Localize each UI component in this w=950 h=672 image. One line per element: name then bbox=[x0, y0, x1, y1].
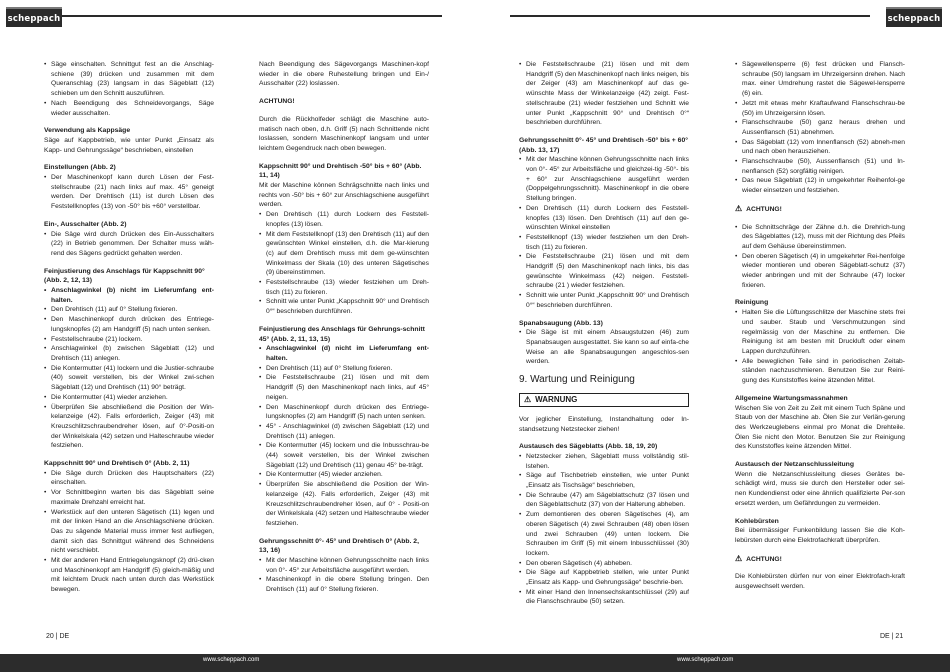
list-item: • Alle beweglichen Teile sind in periodischen Zeitab-ständen nachzuschmieren. Benutzen Sie zur Reini-gung des Kunststoffes keine ätzenden Mittel. bbox=[735, 357, 905, 386]
list-item: • Werkstück auf den unteren Sägetisch (11) legen und mit der linken Hand an die Anschlagschiene drücken. Das zu sägende Material muss immer fest aufliegen, damit sich das Schnittgut während des Schneidens nicht verschiebt. bbox=[44, 508, 214, 557]
list bbox=[519, 60, 689, 128]
list-item: • Mit der Maschine können Gehrungsschnitte nach links von 0°- 45° zur Arbeitsfläche und gleichzei-tig -50°- bis + 60° zur Anschlagschiene ausgeführt werden (Doppelgehrungsschnitt). Maschinenkopf in die obere Stellung bringen. bbox=[519, 155, 689, 204]
page-number-left: 20 | DE bbox=[46, 633, 70, 640]
heading-saegeblatt-austausch: Austausch des Sägeblatts (Abb. 18, 19, 20) bbox=[519, 443, 658, 451]
footer-url-left: www.scheppach.com bbox=[203, 657, 260, 663]
list-item: • Die Säge auf Kappbetrieb stellen, wie unter Punkt „Einsatz als Kapp- und Gehrungssäge“ beschrie-ben. bbox=[519, 568, 689, 587]
warning-triangle-icon: ⚠ bbox=[735, 553, 743, 563]
list bbox=[519, 328, 689, 367]
list-item: • Maschinenkopf in die obere Stellung bringen. Den Drehtisch (11) auf 0° Stellung fixieren. bbox=[259, 575, 429, 594]
list-item: • Säge einschalten. Schnittgut fest an die Anschlag-schiene (39) drücken und zusammen mit dem Queranschlag (23) langsam in das Sägeblatt (12) schieben um den Schnitt auszuführen. bbox=[44, 60, 214, 99]
achtung-label: ACHTUNG! bbox=[259, 98, 295, 106]
list-item: • Vor Schnittbeginn warten bis das Sägeblatt seine maximale Drehzahl erreicht hat. bbox=[44, 488, 214, 507]
warning-box bbox=[519, 393, 689, 407]
heading-ein-ausschalter: Ein-, Ausschalter (Abb. 2) bbox=[44, 220, 127, 228]
list-item: • Die Säge wird durch Drücken des Ein-Ausschalters (22) in Betrieb genommen. Der Schalter muss wäh-rend des Sägens gedrückt gehalten werden. bbox=[44, 230, 214, 259]
list-item: • Überprüfen Sie abschließend die Position der Win-kelanzeige (42). Falls erforderlich, Zeiger (43) mit Kreuzschlitzschraubendreher lösen, auf 0° - Positi-on der Winkelskala (42) setzen und Halteschraube wieder festziehen. bbox=[259, 480, 429, 529]
heading-wartung: Allgemeine Wartungsmassnahmen bbox=[735, 394, 848, 402]
heading-doppelgehrung: Gehrungsschnitt 0°- 45° und Drehtisch -50° bis + 60° (Abb. 13, 17) bbox=[519, 136, 688, 154]
list bbox=[259, 210, 429, 317]
header-rule-left bbox=[32, 15, 442, 17]
list-item: • Anschlagwinkel (b) zwischen Sägeblatt (12) und Drehtisch (11) anlegen. bbox=[44, 344, 214, 363]
heading-reinigung: Reinigung bbox=[735, 299, 769, 307]
list-item: • Die Kontermutter (45) wieder anziehen. bbox=[259, 470, 429, 480]
list-item: • Den Drehtisch (11) durch Lockern des Feststell-knopfes (13) lösen. Den Drehtisch (11) auf den ge-wünschten Winkel einstellen bbox=[519, 204, 689, 233]
list-item: • Die Kontermutter (45) lockern und die Inbusschrau-be (44) soweit verstellen, bis der Winkel zwischen Sägeblatt (12) und Drehtisch (11) genau 45° be-trägt. bbox=[259, 441, 429, 470]
list-item: • Die Schnittschräge der Zähne d.h. die Drehrich-tung des Sägeblattes (12), muss mit der Richtung des Pfeils auf dem Gehäuse übereinstimmen. bbox=[735, 223, 905, 252]
heading-kappschnitt-90-0: Kappschnitt 90° und Drehtisch 0° (Abb. 2, 11) bbox=[44, 460, 190, 468]
heading-feinjustierung-90: Feinjustierung des Anschlags für Kappschnitt 90° (Abb. 2, 12, 13) bbox=[44, 267, 205, 285]
paragraph: Wischen Sie von Zeit zu Zeit mit einem Tuch Späne und Staub von der Maschine ab. Ölen Sie zur Verlän-gerung des Werkzeuglebens einmal pro Monat die Drehteile. Ölen Sie nicht den Motor. Benutzen Sie zur Reinigung des Kunststoffes keine ätzenden Mittel. bbox=[735, 404, 905, 451]
list-item: • Die Schraube (47) am Sägeblattschutz (37 lösen und den Sägeblattschutz (37) von der Halterung abheben. bbox=[519, 491, 689, 510]
heading-spanabsaugung: Spanabsaugung (Abb. 13) bbox=[519, 319, 603, 327]
list-item: • Den oberen Sägetisch (4) in umgekehrter Rei-henfolge wieder montieren und oberen Sägeblatt-schutz (37) wieder anbringen und mit der Schraube (47) locker fixieren. bbox=[735, 252, 905, 291]
warning-label: WARNUNG bbox=[535, 394, 578, 404]
list-item: • Anschlagwinkel (b) nicht im Lieferumfang ent-halten. bbox=[44, 286, 214, 305]
list-item: • Halten Sie die Lüftungsschlitze der Maschine stets frei und sauber. Staub und Verschmutzungen sind regelmässig von der Maschine zu entfernen. Die Reinigung ist am besten mit Druckluft oder einem Lappen durchzuführen. bbox=[735, 308, 905, 357]
paragraph: Nach Beendigung des Sägevorgangs Maschinen-kopf wieder in die obere Ruhestellung bringen und Ein-/ Ausschalter (22) loslassen. bbox=[259, 61, 429, 88]
list bbox=[44, 469, 214, 595]
heading-drehtisch-50-60: Kappschnitt 90° und Drehtisch -50° bis + 60° (Abb. 11, 14) bbox=[259, 162, 422, 180]
list-item: • Die Feststellschraube (21) lösen und mit dem Handgriff (5) den Maschinenkopf nach links, bis das gewünschte Winkelmass (42) neigen. Feststell-schraube (21 ) wieder festziehen. bbox=[519, 252, 689, 291]
list-item: • Mit der anderen Hand Entriegelungsknopf (2) drü-cken und Maschinenkopf am Handgriff (5) gleich-mäßig und mit leichtem Druck nach unten durch das Werkstück bewegen. bbox=[44, 556, 214, 595]
list-item: • Zum demontieren des oberen Sägetisches (4), am oberen Sägetisch (4) zwei Schrauben (48) oben lösen und zwei Schrauben (49) unten lockern. Die Schrauben im Griff (5) mit einem Inbusschlüssel (30) lockern. bbox=[519, 510, 689, 559]
scheppach-logo-right: scheppach bbox=[886, 7, 942, 27]
achtung-text: ACHTUNG! bbox=[746, 205, 782, 213]
header-rule-right bbox=[510, 15, 870, 17]
list-item: • Mit der Maschine können Gehrungsschnitte nach links von 0°- 45° zur Arbeitsfläche ausgeführt werden. bbox=[259, 556, 429, 575]
column-4 bbox=[735, 60, 905, 600]
list bbox=[44, 173, 214, 212]
warning-triangle-icon: ⚠ bbox=[524, 394, 532, 404]
section-title: 9. Wartung und Reinigung bbox=[519, 374, 635, 386]
list bbox=[735, 60, 905, 196]
paragraph: Bei übermässiger Funkenbildung lassen Sie die Koh-lebürsten durch eine Elektrofachkraft überprüfen. bbox=[735, 527, 905, 544]
list-item: • Der Maschinenkopf kann durch Lösen der Fest-stellschraube (21) nach links auf max. 45° geneigt werden. Der Drehtisch (11) ist durch Lösen des Feststellknopfes (13) von -50° bis +60° verstellbar. bbox=[44, 173, 214, 212]
list-item: • Anschlagwinkel (d) nicht im Lieferumfang ent-halten. bbox=[259, 344, 429, 363]
paragraph: Säge auf Kappbetrieb, wie unter Punkt „Einsatz als Kapp- und Gehrungssäge“ beschrieben, einstellen bbox=[44, 136, 214, 154]
page-number-right: DE | 21 bbox=[880, 633, 904, 640]
heading-gehrungsschnitt-0-45: Gehrungsschnitt 0°- 45° und Drehtisch 0° (Abb. 2, 13, 16) bbox=[259, 537, 419, 555]
list bbox=[44, 286, 214, 451]
list bbox=[44, 60, 214, 118]
list-item: • Die Kontermutter (41) wieder anziehen. bbox=[44, 393, 214, 403]
list bbox=[44, 230, 214, 259]
list-item: • Das neue Sägeblatt (12) in umgekehrter Reihenfol-ge wieder einsetzen und festziehen. bbox=[735, 176, 905, 195]
list-item: • Die Feststellschraube (21) lösen und mit dem Handgriff (5) den Maschinenkopf nach links neigen, bis der Zeiger (43) am Maschinenkopf auf das ge-wünschte Mass der Winkelanzeige (42) zeigt. Fest-stellschraube (21) wieder festziehen und Schnitt wie unter Punkt „Kappschnitt 90° und Drehtisch 0°“ beschrieben durchführen. bbox=[519, 60, 689, 128]
list-item: • Überprüfen Sie abschließend die Position der Win-kelanzeige (42). Falls erforderlich, Zeiger (43) mit Kreuzschlitzschraubendreher lösen, auf 0°-Positi-on der Winkelskala (42) setzen und Halteschraube wieder festziehen. bbox=[44, 403, 214, 452]
list-item: • Die Säge ist mit einem Absaugstutzen (46) zum Spanabsaugen ausgestattet. Sie kann so auf einfa-che Weise an alle Spanabsaugungen angeschlos-sen werden. bbox=[519, 328, 689, 367]
list-item: • Die Kontermutter (41) lockern und die Justier-schraube (40) soweit verstellen, bis der Winkel zwi-schen Sägeblatt (12) und Drehtisch (11) 90° beträgt. bbox=[44, 364, 214, 393]
scheppach-logo-left: scheppach bbox=[6, 7, 62, 27]
achtung-label bbox=[735, 554, 905, 565]
list-item: • Mit einer Hand den Innensechskantschlüssel (29) auf die Flanschschraube (50) setzen. bbox=[519, 588, 689, 607]
list-item: • Feststellschraube (21) lockern. bbox=[44, 335, 214, 345]
heading-einstellungen: Einstellungen (Abb. 2) bbox=[44, 164, 116, 172]
list bbox=[735, 223, 905, 291]
heading-netzanschluss: Austausch der Netzanschlussleitung bbox=[735, 461, 854, 469]
heading-feinjustierung-45: Feinjustierung des Anschlags für Gehrungs-schnitt 45° (Abb. 2, 11, 13, 15) bbox=[259, 325, 425, 343]
list bbox=[259, 344, 429, 528]
paragraph: Wenn die Netzanschlussleitung dieses Gerätes be-schädigt wird, muss sie durch den Hersteller oder sei-nen Kundendienst oder eine ähnlich qualifizierte Per-son ersetzt werden, um Gefährdungen zu vermeiden. bbox=[735, 470, 905, 507]
achtung-label bbox=[735, 204, 905, 215]
list-item: • Schnitt wie unter Punkt „Kappschnitt 90° und Drehtisch 0°“ beschrieben durchführen. bbox=[259, 297, 429, 316]
list-item: • Feststellschraube (13) wieder festziehen um Dreh-tisch (11) zu fixieren. bbox=[259, 278, 429, 297]
list-item: • Den Maschinenkopf durch drücken des Entriege-lungsknopfes (2) am Handgriff (5) nach unten senken. bbox=[259, 403, 429, 422]
list-item: • Schnitt wie unter Punkt „Kappschnitt 90° und Drehtisch 0°“ beschrieben durchführen. bbox=[519, 291, 689, 310]
paragraph: Die Kohlebürsten dürfen nur von einer Elektrofach-kraft ausgewechselt werden. bbox=[735, 573, 905, 591]
column-1 bbox=[44, 60, 214, 603]
list-item: • Sägewellensperre (6) fest drücken und Flansch-schraube (50) langsam im Uhrzeigersinn drehen. Nach max. einer Umdrehung rastet die Sägewel-lensperre (6) ein. bbox=[735, 60, 905, 99]
achtung-text: ACHTUNG! bbox=[746, 555, 782, 563]
paragraph: Vor jeglicher Einstellung, Instandhaltung oder In-standsetzung Netzstecker ziehen! bbox=[519, 415, 689, 433]
warning-triangle-icon: ⚠ bbox=[735, 203, 743, 213]
list-item: • Die Säge durch Drücken des Hauptschalters (22) einschalten. bbox=[44, 469, 214, 488]
list-item: • Den Drehtisch (11) auf 0° Stellung fixieren. bbox=[44, 305, 214, 315]
header-bar bbox=[0, 4, 950, 28]
list-item: • Den Drehtisch (11) durch Lockern des Feststell-knopfes (13) lösen. bbox=[259, 210, 429, 229]
list-item: • Jetzt mit etwas mehr Kraftaufwand Flanschschrau-be (50) im Uhrzeigersinn lösen. bbox=[735, 99, 905, 118]
list-item: • Netzstecker ziehen, Sägeblatt muss vollständig stil-lstehen. bbox=[519, 452, 689, 471]
list bbox=[519, 452, 689, 607]
paragraph: Durch die Rückholfeder schlägt die Maschine auto-matisch nach oben, d.h. Griff (5) nach Schnittende nicht loslassen, sondern Maschinenkopf langsam und unter leichtem Gegendruck nach oben bewegen. bbox=[259, 115, 429, 152]
list bbox=[519, 155, 689, 310]
list-item: • Den Drehtisch (11) auf 0° Stellung fixieren. bbox=[259, 364, 429, 374]
column-2 bbox=[259, 60, 429, 603]
list-item: • 45° - Anschlagwinkel (d) zwischen Sägeblatt (12) und Drehtisch (11) anlegen. bbox=[259, 422, 429, 441]
column-3 bbox=[519, 60, 689, 615]
list bbox=[259, 556, 429, 595]
list-item: • Das Sägeblatt (12) vom Innenflansch (52) abneh-men und nach oben herausziehen. bbox=[735, 138, 905, 157]
list-item: • Die Feststellschraube (21) lösen und mit dem Handgriff (5) den Maschinenkopf nach links, auf 45° neigen. bbox=[259, 373, 429, 402]
list-item: • Feststellknopf (13) wieder festziehen um den Dreh-tisch (11) zu fixieren. bbox=[519, 233, 689, 252]
list-item: • Mit dem Feststellknopf (13) den Drehtisch (11) auf den gewünschten Winkel einstellen, d.h. die Mar-kierung (c) auf dem Drehtisch muss mit dem ge-wünschten Winkelmass der Skala (10) des unteren Sägetisches (9) übereinstimmen. bbox=[259, 230, 429, 279]
footer-bar bbox=[0, 654, 950, 672]
heading-kohlebuersten: Kohlebürsten bbox=[735, 517, 779, 525]
list-item: • Den oberen Sägetisch (4) abheben. bbox=[519, 559, 689, 569]
list-item: • Säge auf Tischbetrieb einstellen, wie unter Punkt „Einsatz als Tischsäge“ beschrieben, bbox=[519, 471, 689, 490]
footer-url-right: www.scheppach.com bbox=[677, 657, 734, 663]
list bbox=[735, 308, 905, 386]
list-item: • Flanschschraube (50), Aussenflansch (51) und In-nenflansch (52) sorgfältig reinigen. bbox=[735, 157, 905, 176]
list-item: • Den Maschinenkopf durch drücken des Entriege-lungsknopfes (2) am Handgriff (5) nach unten senken. bbox=[44, 315, 214, 334]
paragraph: Mit der Maschine können Schrägschnitte nach links und rechts von -50° bis + 60° zur Anschlagschiene ausgeführt werden. bbox=[259, 182, 429, 209]
heading-kappsaege: Verwendung als Kappsäge bbox=[44, 127, 131, 135]
list-item: • Flanschschraube (50) ganz heraus drehen und Aussenflansch (51) abnehmen. bbox=[735, 118, 905, 137]
list-item: • Nach Beendigung des Schneidevorgangs, Säge wieder ausschalten. bbox=[44, 99, 214, 118]
